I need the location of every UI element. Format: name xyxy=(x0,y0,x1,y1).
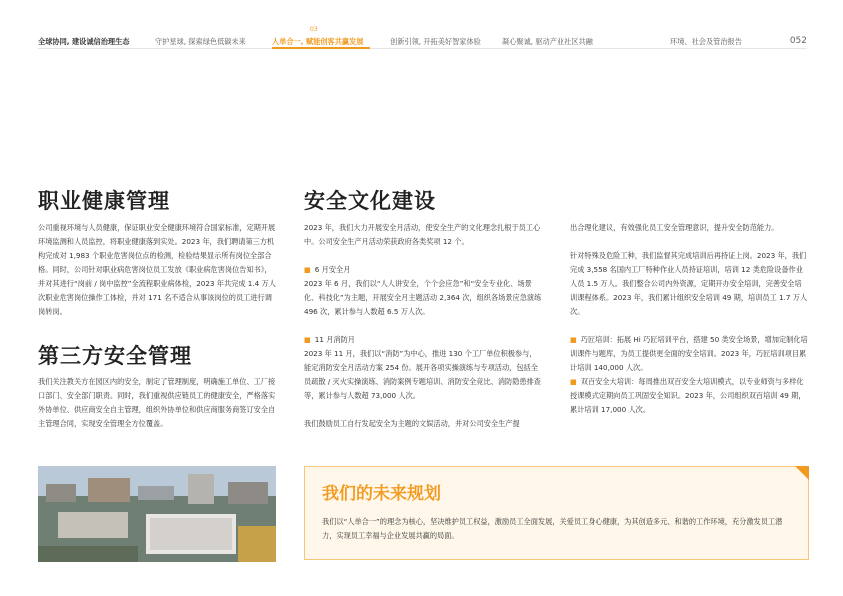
paragraph-right-cont: 出合理化建议，有效强化员工安全管理意识，提升安全防范能力。 xyxy=(570,223,779,232)
future-plan-text: 我们以“人单合一”的理念为核心，坚决维护员工权益，激励员工全面发展，关爱员工身心健康，为其创造多元、和谐的工作环境，充分激发员工潜力，实现员工幸福与企业发展共赢的局面。 xyxy=(322,517,783,540)
future-plan-box xyxy=(304,466,809,560)
paragraph-training: 针对特殊及危险工种，我们监督其完成培训后再持证上岗。2023 年，我们完成 3,558 名国内工厂特种作业人员持证培训，培训 12 类危险设备作业人员 1.5 万人。我们整合公司内外资源，定期开办安全培训，完善安全培训课程体系。2023 年，我们累计组织安全培训 49 期，培训员工 1.7 万人次。 xyxy=(570,251,808,316)
bullet-double-hundred-training: ■ 双百安全大培训：每周推出双百安全大培训模式，以专业师资与多样化授课模式定期向员工巩固安全知识。2023 年，公司组织双百培训 49 期，累计培训 17,000 人次。 xyxy=(570,377,806,414)
nav-item-governance[interactable]: 全球协同, 建设诚信治理生态 xyxy=(38,37,130,46)
page-number: 052 xyxy=(789,36,807,46)
paragraph-safety-intro: 2023 年，我们大力开展安全月活动，使安全生产的文化理念扎根于员工心中。公司安全生产月活动荣获政府各类奖项 12 个。 xyxy=(304,223,541,246)
future-plan-title: 我们的未来规划 xyxy=(322,484,441,504)
paragraph-nov: 2023 年 11 月，我们以“消防”为中心，推进 130 个工厂单位积极参与，能定消防安全月活动方案 254 份。展开各项实操演练与专项活动，包括全员疏散 / 灭火实操演练、消防案例专题培训、消防安全竞比、消防隐患排查等，累计参与人数超 73,000 人次。 xyxy=(304,349,541,400)
bullet-icon: ■ xyxy=(304,265,311,274)
paragraph-occupational-health: 公司重视环境与人员健康，保证职业安全健康环境符合国家标准，定期开展环境监测和人员监控，将职业健康落到实处。2023 年，我们聘请第三方机构完成对 1,983 个职业危害岗位点的检测，检验结果显示所有岗位全部合格。同时，公司针对职业病危害岗位员工发放《职业病危害岗位告知书》，并对其进行“岗前 / 岗中监控”全流程职业病体检，2023 年共完成 1.4 万人次职业危害岗位操作工体检，并对 171 名不适合从事该岗位的员工进行调岗转岗。 xyxy=(38,223,276,316)
bullet-craftsman-training: ■ 巧匠培训：拓展 Hi 巧匠培训平台，搭建 50 类安全场景，增加定制化培训课件与题库，为员工提供更全面的安全培训。2023 年，巧匠培训项目累计培训 140,000 人次。 xyxy=(570,335,808,372)
bullet-icon: ■ xyxy=(570,335,577,344)
heading-occupational-health: 职业健康管理 xyxy=(38,189,170,213)
nav-divider xyxy=(38,48,807,49)
paragraph-closing: 我们鼓励员工自行发起安全为主题的文娱活动，并对公司安全生产提 xyxy=(304,419,520,428)
nav-active-number: 03 xyxy=(310,26,318,33)
top-navigation xyxy=(38,26,807,49)
nav-item-community[interactable]: 凝心聚诚, 驱动产业社区共融 xyxy=(502,37,593,46)
nav-item-active[interactable]: 人单合一, 赋能创客共赢发展 xyxy=(272,37,364,46)
paragraph-june: 2023 年 6 月，我们以“人人讲安全，个个会应急”和“安全专业化、场景化、科技化”为主题，开展安全月主题活动 2,364 次，组织各场景应急演练 496 次，累计参与人数超 6.5 万人次。 xyxy=(304,279,542,316)
nov-title: ■ 11 月消防月 xyxy=(304,335,355,344)
corner-decoration xyxy=(795,466,809,480)
heading-safety-culture: 安全文化建设 xyxy=(304,189,436,213)
nav-item-green[interactable]: 守护星球, 探索绿色低碳未来 xyxy=(155,37,246,46)
nav-item-innovation[interactable]: 创新引领, 开拓美好智家体验 xyxy=(390,37,481,46)
nav-item-report[interactable]: 环境、社会及管治报告 xyxy=(670,37,742,46)
heading-third-party-safety: 第三方安全管理 xyxy=(38,344,192,368)
campus-aerial-photo xyxy=(38,466,276,562)
bullet-icon: ■ xyxy=(570,377,577,386)
bullet-icon: ■ xyxy=(304,335,311,344)
nav-active-underline xyxy=(272,47,370,49)
paragraph-third-party-safety: 我们关注教关方在园区内的安全，制定了管理制度，明确施工单位、工厂接口部门、安全部门职责。同时，我们重视供应链员工的健康安全，严格落实外协单位、供应商安全自主管理，组织外协单位和供应商服务商签订安全自主管理合同，实现安全管理全方位覆盖。 xyxy=(38,377,276,428)
june-title: ■ 6 月安全月 xyxy=(304,265,351,274)
